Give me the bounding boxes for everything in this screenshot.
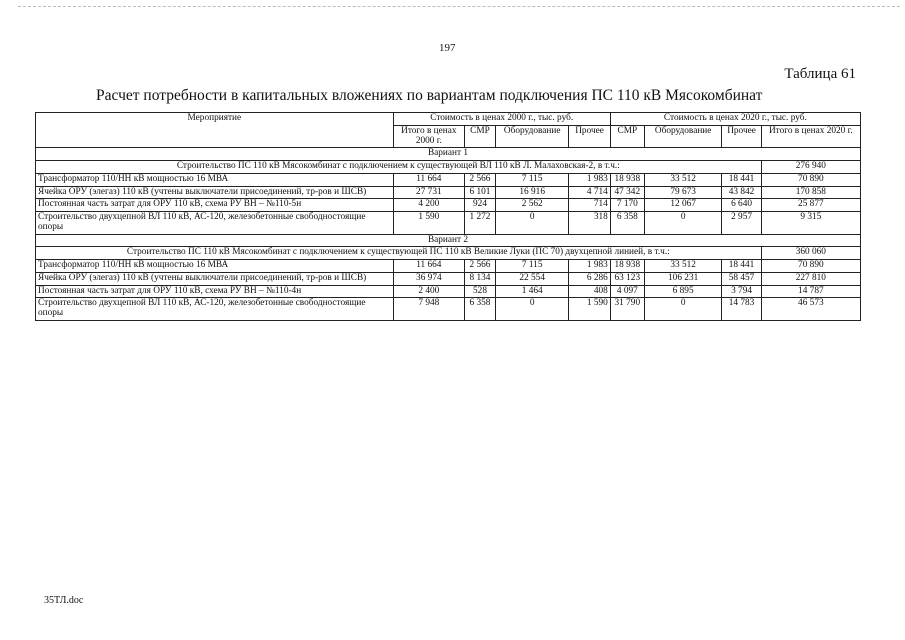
variant-title: Вариант 2 [36,234,861,247]
cell-total-2000: 11 664 [393,260,464,273]
cell-other-2000: 6 286 [569,272,610,285]
cell-other-2020: 58 457 [722,272,761,285]
cell-smr-2020: 18 938 [610,260,644,273]
cell-total-2020: 9 315 [761,212,860,235]
cell-equipment-2000: 16 916 [496,186,569,199]
table-row [36,212,861,235]
cell-total-2020: 70 890 [761,260,860,273]
cell-smr-2000: 2 566 [465,173,496,186]
cell-total-2000: 36 974 [393,272,464,285]
cell-total-2000: 2 400 [393,285,464,298]
cell-other-2020: 3 794 [722,285,761,298]
cell-smr-2020: 6 358 [610,212,644,235]
capital-investment-table [35,112,861,321]
cell-smr-2000: 1 272 [465,212,496,235]
construction-total: 276 940 [761,161,860,174]
cell-equipment-2020: 106 231 [644,272,722,285]
cell-equipment-2020: 12 067 [644,199,722,212]
cell-other-2020: 18 441 [722,260,761,273]
cell-total-2000: 4 200 [393,199,464,212]
table-title: Расчет потребности в капитальных вложениях по вариантам подключения ПС 110 кВ Мясокомбинат [96,87,763,104]
table-row [36,173,861,186]
table-row [36,285,861,298]
row-activity: Трансформатор 110/НН кВ мощностью 16 МВА [36,173,394,186]
variant-row [36,234,861,247]
construction-row [36,247,861,260]
cell-smr-2020: 31 790 [610,298,644,321]
cell-equipment-2000: 22 554 [496,272,569,285]
cell-other-2020: 18 441 [722,173,761,186]
row-activity: Строительство двухцепной ВЛ 110 кВ, АС-120, железобетонные свободностоящие опоры [36,298,394,321]
table-row [36,272,861,285]
variant-title: Вариант 1 [36,148,861,161]
cell-other-2000: 318 [569,212,610,235]
table-label: Таблица 61 [784,66,856,82]
header-total-2020: Итого в ценах 2020 г. [761,125,860,148]
cell-equipment-2020: 79 673 [644,186,722,199]
cell-smr-2000: 924 [465,199,496,212]
header-smr-2020: СМР [610,125,644,148]
row-activity: Трансформатор 110/НН кВ мощностью 16 МВА [36,260,394,273]
cell-smr-2000: 6 358 [465,298,496,321]
cell-smr-2000: 8 134 [465,272,496,285]
cell-total-2020: 227 810 [761,272,860,285]
row-activity: Ячейка ОРУ (элегаз) 110 кВ (учтены выключатели присоединений, тр-ров и ШСВ) [36,272,394,285]
cell-total-2020: 70 890 [761,173,860,186]
cell-total-2000: 7 948 [393,298,464,321]
cell-total-2020: 14 787 [761,285,860,298]
table-row [36,298,861,321]
cell-other-2000: 714 [569,199,610,212]
cell-smr-2000: 2 566 [465,260,496,273]
cell-equipment-2020: 6 895 [644,285,722,298]
cell-equipment-2000: 1 464 [496,285,569,298]
cell-total-2020: 170 858 [761,186,860,199]
cell-smr-2000: 6 101 [465,186,496,199]
header-row-groups [36,113,861,126]
cell-other-2020: 6 640 [722,199,761,212]
header-activity: Мероприятие [36,113,394,148]
table-row [36,186,861,199]
header-equipment-2020: Оборудование [644,125,722,148]
header-group-2000: Стоимость в ценах 2000 г., тыс. руб. [393,113,610,126]
cell-other-2020: 2 957 [722,212,761,235]
construction-title: Строительство ПС 110 кВ Мясокомбинат с подключением к существующей ПС 110 кВ Великие Луки (ПС 70) двухцепной линией, в т.ч.: [36,247,762,260]
header-total-2000: Итого в ценах 2000 г. [393,125,464,148]
cell-other-2000: 1 590 [569,298,610,321]
cell-other-2020: 14 783 [722,298,761,321]
cell-smr-2020: 47 342 [610,186,644,199]
header-equipment-2000: Оборудование [496,125,569,148]
cell-equipment-2020: 33 512 [644,260,722,273]
cell-total-2000: 11 664 [393,173,464,186]
cell-other-2020: 43 842 [722,186,761,199]
header-other-2020: Прочее [722,125,761,148]
cell-smr-2000: 528 [465,285,496,298]
construction-title: Строительство ПС 110 кВ Мясокомбинат с подключением к существующей ВЛ 110 кВ Л. Малаховская-2, в т.ч.: [36,161,762,174]
cell-equipment-2000: 0 [496,298,569,321]
cell-other-2000: 408 [569,285,610,298]
cell-total-2020: 25 877 [761,199,860,212]
variant-row [36,148,861,161]
cell-smr-2020: 7 170 [610,199,644,212]
cell-other-2000: 1 983 [569,260,610,273]
cell-equipment-2000: 7 115 [496,260,569,273]
cell-equipment-2020: 0 [644,212,722,235]
table-row [36,260,861,273]
cell-equipment-2000: 7 115 [496,173,569,186]
cell-total-2020: 46 573 [761,298,860,321]
cell-equipment-2000: 0 [496,212,569,235]
row-activity: Ячейка ОРУ (элегаз) 110 кВ (учтены выключатели присоединений, тр-ров и ШСВ) [36,186,394,199]
cell-other-2000: 1 983 [569,173,610,186]
row-activity: Постоянная часть затрат для ОРУ 110 кВ, схема РУ ВН – №110-5н [36,199,394,212]
row-activity: Строительство двухцепной ВЛ 110 кВ, АС-120, железобетонные свободностоящие опоры [36,212,394,235]
construction-total: 360 060 [761,247,860,260]
cell-total-2000: 1 590 [393,212,464,235]
cell-equipment-2000: 2 562 [496,199,569,212]
header-other-2000: Прочее [569,125,610,148]
cell-smr-2020: 18 938 [610,173,644,186]
header-smr-2000: СМР [465,125,496,148]
cell-total-2000: 27 731 [393,186,464,199]
cell-equipment-2020: 33 512 [644,173,722,186]
cell-equipment-2020: 0 [644,298,722,321]
cell-other-2000: 4 714 [569,186,610,199]
top-edge-line [18,6,900,7]
row-activity: Постоянная часть затрат для ОРУ 110 кВ, схема РУ ВН – №110-4н [36,285,394,298]
cell-smr-2020: 63 123 [610,272,644,285]
footer-filename: 35ТЛ.doc [44,595,84,606]
header-group-2020: Стоимость в ценах 2020 г., тыс. руб. [610,113,860,126]
cell-smr-2020: 4 097 [610,285,644,298]
construction-row [36,161,861,174]
page-number: 197 [439,42,456,54]
table-row [36,199,861,212]
